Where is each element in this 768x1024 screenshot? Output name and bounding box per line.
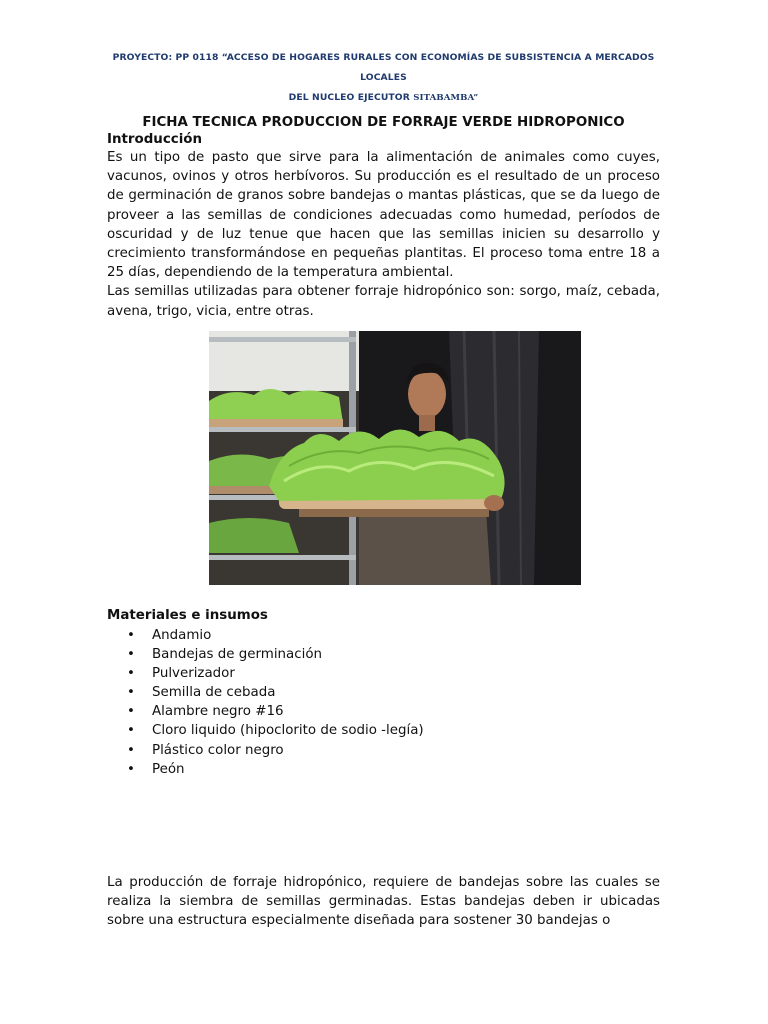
- bullet-icon: •: [127, 723, 135, 739]
- project-header-line1: PROYECTO: PP 0118 “ACCESO DE HOGARES RURALES CON ECONOMÍAS DE SUBSISTENCIA A MERCADOS LOCALES: [112, 52, 655, 83]
- hydroponic-forage-photo: [209, 331, 581, 585]
- list-item: [107, 683, 660, 702]
- bullet-icon: •: [127, 666, 135, 682]
- project-header-line2: [107, 88, 660, 108]
- list-item: [107, 702, 660, 721]
- project-header-executor: SITABAMBA”: [413, 93, 479, 103]
- intro-paragraph-2: Las semillas utilizadas para obtener forraje hidropónico son: sorgo, maíz, cebada, avena, trigo, vicia, entre otras.: [107, 284, 660, 319]
- list-item: [107, 760, 660, 779]
- production-paragraph: La producción de forraje hidropónico, requiere de bandejas sobre las cuales se realiza la siembra de semillas germinadas. Estas bandejas deben ir ubicadas sobre una estructura especialmente diseñada para sostener 30 bandejas o: [107, 875, 660, 929]
- material-label: Bandejas de germinación: [152, 647, 322, 663]
- bullet-icon: •: [127, 704, 135, 720]
- material-label: Cloro liquido (hipoclorito de sodio -legía): [152, 723, 424, 739]
- bullet-icon: •: [127, 742, 135, 758]
- materials-heading: Materiales e insumos: [107, 608, 268, 623]
- material-label: Pulverizador: [152, 666, 235, 682]
- bullet-icon: •: [127, 628, 135, 643]
- list-item: [107, 721, 660, 740]
- list-item: [107, 664, 660, 683]
- list-item: [107, 645, 660, 664]
- materials-list: [107, 626, 660, 779]
- material-label: Alambre negro #16: [152, 704, 284, 720]
- list-item: [107, 626, 660, 645]
- intro-heading: Introducción: [107, 132, 203, 147]
- document-page: [107, 48, 660, 929]
- material-label: Semilla de cebada: [152, 685, 276, 701]
- bullet-icon: •: [127, 685, 135, 701]
- bullet-icon: •: [127, 761, 135, 777]
- material-label: Peón: [152, 761, 185, 777]
- material-label: Andamio: [152, 628, 212, 643]
- bullet-icon: •: [127, 647, 135, 663]
- document-title: FICHA TECNICA PRODUCCION DE FORRAJE VERDE HIDROPONICO: [142, 115, 625, 130]
- intro-paragraph-1: Es un tipo de pasto que sirve para la alimentación de animales como cuyes, vacunos, ovinos y otros herbívoros. Su producción es el resultado de un proceso de germinación de granos sobre bandejas o mantas plásticas, que se da luego de proveer a las semillas de condiciones adecuadas como humedad, períodos de oscuridad y de luz tenue que hacen que las semillas inicien su desarrollo y crecimiento transformándose en pequeñas plantitas. El proceso toma entre 18 a 25 días, dependiendo de la temperatura ambiental.: [107, 150, 660, 281]
- list-item: [107, 741, 660, 760]
- material-label: Plástico color negro: [152, 742, 284, 758]
- project-header: [107, 48, 660, 108]
- project-header-prefix: DEL NUCLEO EJECUTOR: [288, 92, 414, 103]
- materials-section: [107, 607, 660, 779]
